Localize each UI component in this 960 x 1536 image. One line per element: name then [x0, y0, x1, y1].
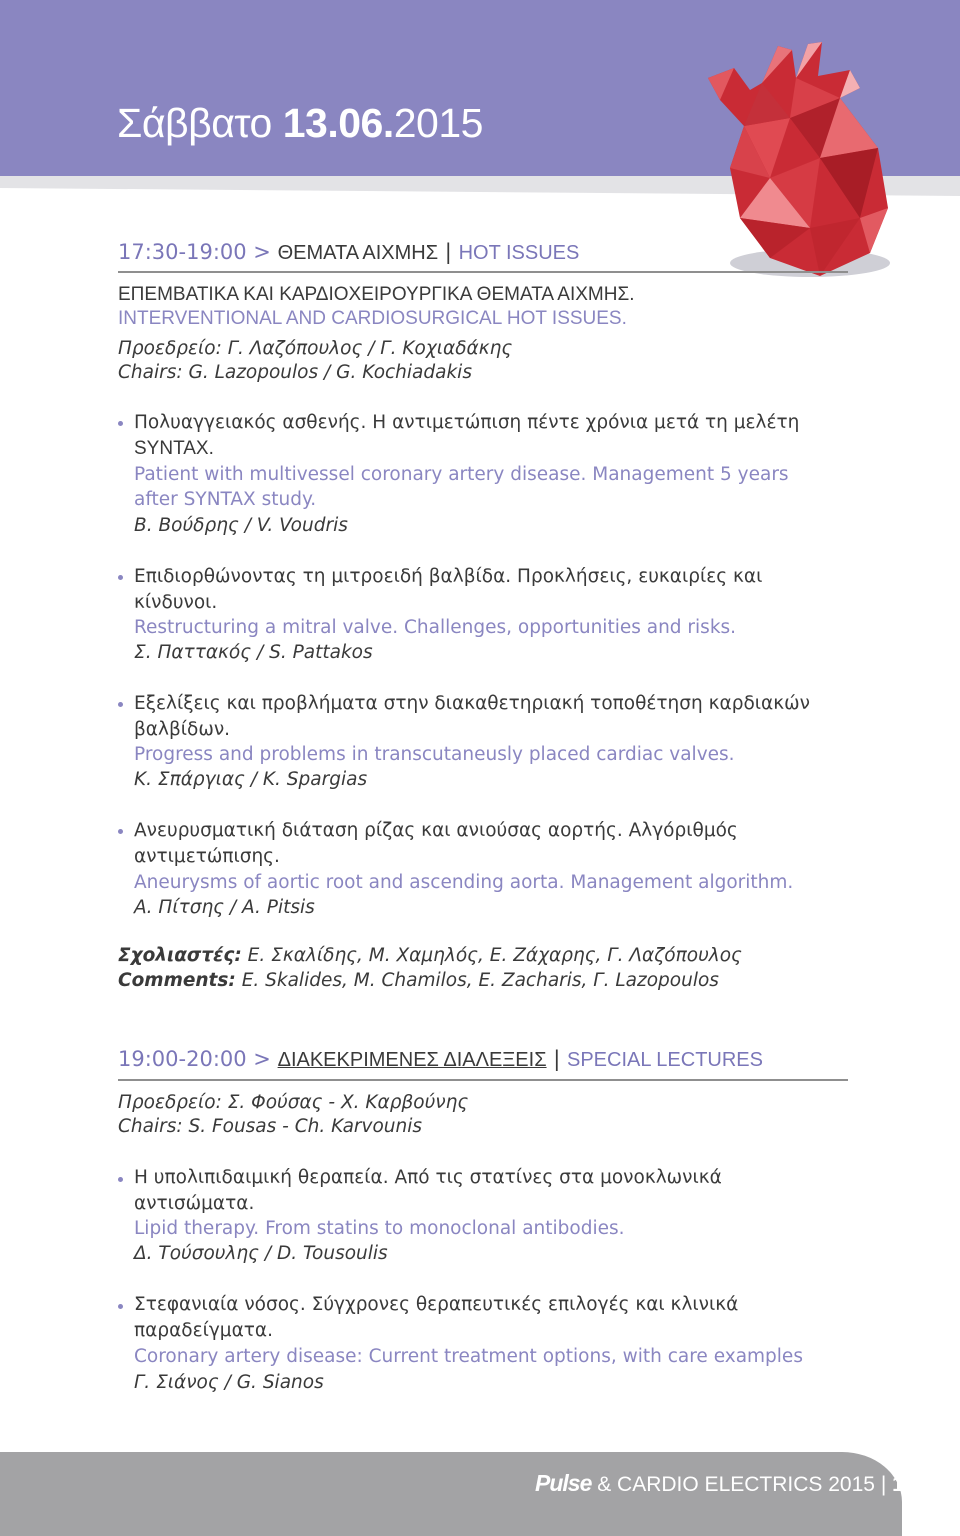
talk-title-gr: Η υπολιπιδαιμική θεραπεία. Από τις στατίνες στα μονοκλωνικά	[134, 1167, 722, 1188]
talk-title-en: Restructuring a mitral valve. Challenges, opportunities and risks.	[134, 617, 737, 638]
chairs-gr: Προεδρείο: Σ. Φούσας - Χ. Καρβούνης	[118, 1092, 469, 1113]
bullet	[118, 1304, 123, 1309]
bullet	[118, 1177, 123, 1182]
page-date-title: Σάββατο 13.06.2015	[117, 100, 483, 146]
talk-title-gr-cont: παραδείγματα.	[134, 1320, 273, 1341]
bullet	[118, 421, 123, 426]
section-time: 19:00-20:00	[118, 1047, 247, 1071]
talk-title-gr-cont: αντισώματα.	[134, 1193, 255, 1214]
talk-title-gr: Επιδιορθώνοντας τη μιτροειδή βαλβίδα. Προκλήσεις, ευκαιρίες και	[134, 566, 763, 587]
section-title-en: SPECIAL LECTURES	[567, 1049, 763, 1071]
talk-speaker: Σ. Παττακός / S. Pattakos	[134, 642, 373, 663]
bullet	[118, 575, 123, 580]
talk-title-en-cont: after SYNTAX study.	[134, 489, 317, 510]
talk-speaker: Β. Βούδρης / V. Voudris	[134, 515, 348, 536]
section-heading-special-lectures: 19:00-20:00 > ΔΙΑΚΕΚΡΙΜΕΝΕΣ ΔΙΑΛΕΞΕΙΣ | SPECIAL LECTURES	[118, 1047, 763, 1071]
comments-en: Comments: E. Skalides, M. Chamilos, E. Zacharis, Γ. Lazopoulos	[118, 970, 719, 991]
section-heading-hot-issues: 17:30-19:00 > ΘΕΜΑΤΑ ΑΙΧΜΗΣ | HOT ISSUES	[118, 240, 580, 264]
section-time: 17:30-19:00	[118, 240, 247, 264]
comments-gr: Σχολιαστές: Ε. Σκαλίδης, Μ. Χαμηλός, Ε. Ζάχαρης, Γ. Λαζόπουλος	[118, 945, 742, 966]
page-number: 15	[886, 1473, 916, 1496]
chairs-en: Chairs: G. Lazopoulos / G. Kochiadakis	[118, 362, 472, 383]
heart-illustration	[700, 38, 900, 288]
talk-title-gr-cont: SYNTAX.	[134, 438, 214, 459]
talk-title-gr-cont: κίνδυνοι.	[134, 592, 218, 613]
talk-speaker: Κ. Σπάργιας / K. Spargias	[134, 769, 368, 790]
talk-title-gr: Ανευρυσματική διάταση ρίζας και ανιούσας αορτής. Αλγόριθμός	[134, 820, 738, 841]
bullet	[118, 829, 123, 834]
section-title-gr: ΔΙΑΚΕΚΡΙΜΕΝΕΣ ΔΙΑΛΕΞΕΙΣ	[277, 1049, 547, 1071]
chairs-en: Chairs: S. Fousas - Ch. Karvounis	[118, 1116, 423, 1137]
footer-publication: Pulse & CARDIO ELECTRICS 2015 | 15	[535, 1470, 916, 1496]
talk-title-gr: Εξελίξεις και προβλήματα στην διακαθετηριακή τοποθέτηση καρδιακών	[134, 693, 810, 714]
talk-title-gr: Πολυαγγειακός ασθενής. Η αντιμετώπιση πέντε χρόνια μετά τη μελέτη	[134, 412, 800, 433]
section-rule	[118, 1079, 848, 1081]
talk-title-en: Coronary artery disease: Current treatment options, with care examples	[134, 1346, 803, 1367]
talk-title-gr-cont: αντιμετώπισης.	[134, 846, 280, 867]
talk-title-en: Progress and problems in transcutaneusly placed cardiac valves.	[134, 744, 735, 765]
chairs-gr: Προεδρείο: Γ. Λαζόπουλος / Γ. Κοχιαδάκης	[118, 338, 513, 359]
talk-title-en: Patient with multivessel coronary artery disease. Management 5 years	[134, 464, 789, 485]
talk-speaker: Δ. Τούσουλης / D. Tousoulis	[134, 1243, 388, 1264]
bullet	[118, 702, 123, 707]
section-title-en: HOT ISSUES	[458, 242, 580, 264]
talk-title-gr-cont: βαλβίδων.	[134, 719, 231, 740]
talk-speaker: Α. Πίτσης / A. Pitsis	[134, 897, 315, 918]
talk-title-en: Aneurysms of aortic root and ascending aorta. Management algorithm.	[134, 872, 794, 893]
talk-title-en: Lipid therapy. From statins to monoclonal antibodies.	[134, 1218, 625, 1239]
session-subtitle-gr: ΕΠΕΜΒΑΤΙΚΑ ΚΑΙ ΚΑΡΔΙΟΧΕΙΡΟΥΡΓΙΚΑ ΘΕΜΑΤΑ ΑΙΧΜΗΣ.	[118, 284, 635, 305]
talk-speaker: Γ. Σιάνος / G. Sianos	[134, 1372, 324, 1393]
session-subtitle-en: INTERVENTIONAL AND CARDIOSURGICAL HOT ISSUES.	[118, 308, 627, 329]
section-title-gr: ΘΕΜΑΤΑ ΑΙΧΜΗΣ	[277, 242, 439, 264]
section-rule	[118, 271, 848, 273]
talk-title-gr: Στεφανιαία νόσος. Σύγχρονες θεραπευτικές επιλογές και κλινικά	[134, 1294, 739, 1315]
brand-logo: Pulse	[535, 1470, 592, 1496]
